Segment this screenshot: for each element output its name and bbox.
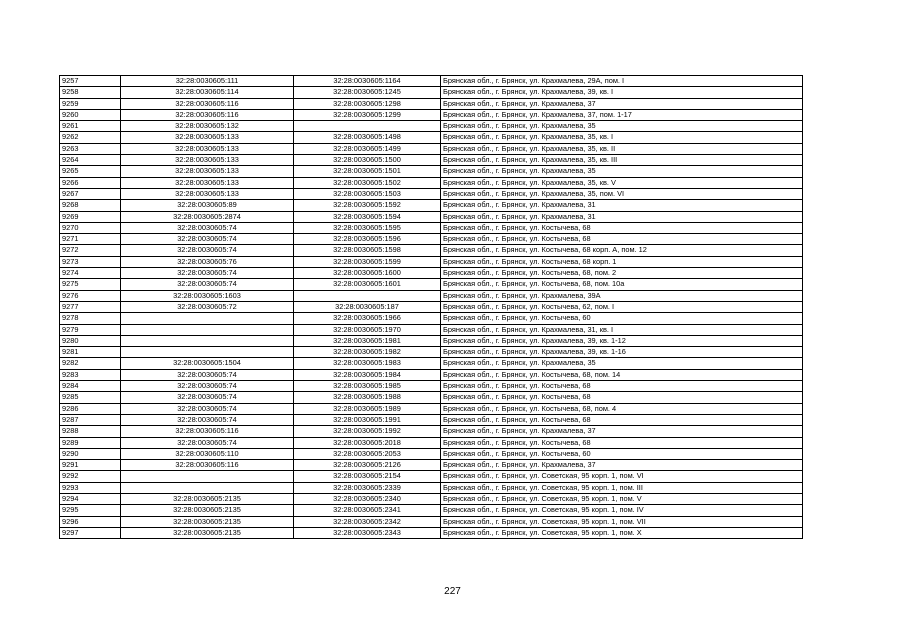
address-cell: Брянская обл., г. Брянск, ул. Крахмалева, 39, кв. 1-16: [441, 347, 803, 358]
address-cell: Брянская обл., г. Брянск, ул. Крахмалева, 39А: [441, 290, 803, 301]
row-number-cell: 9276: [60, 290, 121, 301]
address-cell: Брянская обл., г. Брянск, ул. Костычева, 68, пом. 10а: [441, 279, 803, 290]
parcel-cadastral-cell: 32:28:0030605:116: [121, 426, 294, 437]
table-row: [60, 132, 803, 143]
table-row: [60, 426, 803, 437]
table-row: [60, 414, 803, 425]
address-cell: Брянская обл., г. Брянск, ул. Крахмалева, 31: [441, 211, 803, 222]
object-cadastral-cell: [294, 121, 441, 132]
parcel-cadastral-cell: 32:28:0030605:133: [121, 155, 294, 166]
row-number-cell: 9285: [60, 392, 121, 403]
table-row: [60, 403, 803, 414]
parcel-cadastral-cell: 32:28:0030605:74: [121, 392, 294, 403]
table-row: [60, 256, 803, 267]
parcel-cadastral-cell: 32:28:0030605:74: [121, 245, 294, 256]
address-cell: Брянская обл., г. Брянск, ул. Костычева, 68 корп. А, пом. 12: [441, 245, 803, 256]
row-number-cell: 9284: [60, 381, 121, 392]
object-cadastral-cell: 32:28:0030605:1984: [294, 369, 441, 380]
table-row: [60, 268, 803, 279]
address-cell: Брянская обл., г. Брянск, ул. Советская, 95 корп. 1, пом. VII: [441, 516, 803, 527]
row-number-cell: 9291: [60, 460, 121, 471]
parcel-cadastral-cell: 32:28:0030605:116: [121, 109, 294, 120]
object-cadastral-cell: 32:28:0030605:1498: [294, 132, 441, 143]
parcel-cadastral-cell: [121, 482, 294, 493]
object-cadastral-cell: 32:28:0030605:187: [294, 301, 441, 312]
registry-table-container: [59, 75, 803, 539]
row-number-cell: 9278: [60, 313, 121, 324]
row-number-cell: 9283: [60, 369, 121, 380]
row-number-cell: 9266: [60, 177, 121, 188]
row-number-cell: 9297: [60, 527, 121, 538]
parcel-cadastral-cell: 32:28:0030605:114: [121, 87, 294, 98]
row-number-cell: 9277: [60, 301, 121, 312]
parcel-cadastral-cell: 32:28:0030605:74: [121, 268, 294, 279]
address-cell: Брянская обл., г. Брянск, ул. Костычева, 68 корп. 1: [441, 256, 803, 267]
table-row: [60, 369, 803, 380]
row-number-cell: 9261: [60, 121, 121, 132]
table-row: [60, 98, 803, 109]
parcel-cadastral-cell: 32:28:0030605:133: [121, 188, 294, 199]
object-cadastral-cell: 32:28:0030605:1596: [294, 234, 441, 245]
address-cell: Брянская обл., г. Брянск, ул. Советская, 95 корп. 1, пом. III: [441, 482, 803, 493]
address-cell: Брянская обл., г. Брянск, ул. Костычева, 68: [441, 234, 803, 245]
row-number-cell: 9279: [60, 324, 121, 335]
address-cell: Брянская обл., г. Брянск, ул. Крахмалева, 35, кв. I: [441, 132, 803, 143]
parcel-cadastral-cell: [121, 335, 294, 346]
address-cell: Брянская обл., г. Брянск, ул. Крахмалева, 35, кв. V: [441, 177, 803, 188]
table-row: [60, 121, 803, 132]
table-row: [60, 87, 803, 98]
table-row: [60, 516, 803, 527]
object-cadastral-cell: 32:28:0030605:2342: [294, 516, 441, 527]
object-cadastral-cell: 32:28:0030605:2018: [294, 437, 441, 448]
parcel-cadastral-cell: 32:28:0030605:133: [121, 177, 294, 188]
object-cadastral-cell: 32:28:0030605:1600: [294, 268, 441, 279]
object-cadastral-cell: 32:28:0030605:1989: [294, 403, 441, 414]
object-cadastral-cell: 32:28:0030605:1601: [294, 279, 441, 290]
address-cell: Брянская обл., г. Брянск, ул. Крахмалева, 35: [441, 166, 803, 177]
row-number-cell: 9275: [60, 279, 121, 290]
parcel-cadastral-cell: 32:28:0030605:89: [121, 200, 294, 211]
object-cadastral-cell: 32:28:0030605:2126: [294, 460, 441, 471]
table-row: [60, 347, 803, 358]
table-row: [60, 392, 803, 403]
table-row: [60, 313, 803, 324]
table-row: [60, 527, 803, 538]
parcel-cadastral-cell: [121, 347, 294, 358]
parcel-cadastral-cell: 32:28:0030605:2135: [121, 527, 294, 538]
address-cell: Брянская обл., г. Брянск, ул. Советская, 95 корп. 1, пом. VI: [441, 471, 803, 482]
table-row: [60, 234, 803, 245]
parcel-cadastral-cell: 32:28:0030605:74: [121, 414, 294, 425]
row-number-cell: 9289: [60, 437, 121, 448]
address-cell: Брянская обл., г. Брянск, ул. Крахмалева, 31, кв. I: [441, 324, 803, 335]
address-cell: Брянская обл., г. Брянск, ул. Крахмалева, 31: [441, 200, 803, 211]
row-number-cell: 9294: [60, 493, 121, 504]
address-cell: Брянская обл., г. Брянск, ул. Костычева, 62, пом. I: [441, 301, 803, 312]
row-number-cell: 9271: [60, 234, 121, 245]
address-cell: Брянская обл., г. Брянск, ул. Крахмалева, 35, кв. II: [441, 143, 803, 154]
table-row: [60, 448, 803, 459]
object-cadastral-cell: 32:28:0030605:1500: [294, 155, 441, 166]
object-cadastral-cell: 32:28:0030605:1499: [294, 143, 441, 154]
row-number-cell: 9264: [60, 155, 121, 166]
row-number-cell: 9281: [60, 347, 121, 358]
parcel-cadastral-cell: 32:28:0030605:74: [121, 222, 294, 233]
registry-table-body: [60, 76, 803, 539]
object-cadastral-cell: 32:28:0030605:1245: [294, 87, 441, 98]
row-number-cell: 9280: [60, 335, 121, 346]
object-cadastral-cell: [294, 290, 441, 301]
object-cadastral-cell: 32:28:0030605:1503: [294, 188, 441, 199]
parcel-cadastral-cell: 32:28:0030605:133: [121, 132, 294, 143]
row-number-cell: 9274: [60, 268, 121, 279]
row-number-cell: 9292: [60, 471, 121, 482]
address-cell: Брянская обл., г. Брянск, ул. Крахмалева, 37, пом. 1-17: [441, 109, 803, 120]
object-cadastral-cell: 32:28:0030605:1985: [294, 381, 441, 392]
table-row: [60, 222, 803, 233]
address-cell: Брянская обл., г. Брянск, ул. Советская, 95 корп. 1, пом. X: [441, 527, 803, 538]
object-cadastral-cell: 32:28:0030605:1983: [294, 358, 441, 369]
row-number-cell: 9263: [60, 143, 121, 154]
address-cell: Брянская обл., г. Брянск, ул. Костычева, 68: [441, 381, 803, 392]
row-number-cell: 9296: [60, 516, 121, 527]
parcel-cadastral-cell: [121, 313, 294, 324]
object-cadastral-cell: 32:28:0030605:1970: [294, 324, 441, 335]
parcel-cadastral-cell: 32:28:0030605:74: [121, 369, 294, 380]
address-cell: Брянская обл., г. Брянск, ул. Костычева, 60: [441, 313, 803, 324]
parcel-cadastral-cell: 32:28:0030605:74: [121, 381, 294, 392]
table-row: [60, 166, 803, 177]
address-cell: Брянская обл., г. Брянск, ул. Костычева, 68: [441, 222, 803, 233]
table-row: [60, 245, 803, 256]
address-cell: Брянская обл., г. Брянск, ул. Крахмалева, 35, пом. VI: [441, 188, 803, 199]
parcel-cadastral-cell: 32:28:0030605:116: [121, 98, 294, 109]
row-number-cell: 9257: [60, 76, 121, 87]
address-cell: Брянская обл., г. Брянск, ул. Советская, 95 корп. 1, пом. IV: [441, 505, 803, 516]
parcel-cadastral-cell: 32:28:0030605:2874: [121, 211, 294, 222]
address-cell: Брянская обл., г. Брянск, ул. Крахмалева, 37: [441, 98, 803, 109]
row-number-cell: 9268: [60, 200, 121, 211]
address-cell: Брянская обл., г. Брянск, ул. Костычева, 68: [441, 392, 803, 403]
table-row: [60, 324, 803, 335]
parcel-cadastral-cell: [121, 324, 294, 335]
object-cadastral-cell: 32:28:0030605:2340: [294, 493, 441, 504]
object-cadastral-cell: 32:28:0030605:1598: [294, 245, 441, 256]
table-row: [60, 335, 803, 346]
address-cell: Брянская обл., г. Брянск, ул. Крахмалева, 35: [441, 358, 803, 369]
parcel-cadastral-cell: 32:28:0030605:132: [121, 121, 294, 132]
object-cadastral-cell: 32:28:0030605:1966: [294, 313, 441, 324]
address-cell: Брянская обл., г. Брянск, ул. Крахмалева, 39, кв. I: [441, 87, 803, 98]
parcel-cadastral-cell: 32:28:0030605:111: [121, 76, 294, 87]
table-row: [60, 381, 803, 392]
address-cell: Брянская обл., г. Брянск, ул. Крахмалева, 35, кв. III: [441, 155, 803, 166]
row-number-cell: 9260: [60, 109, 121, 120]
table-row: [60, 200, 803, 211]
object-cadastral-cell: 32:28:0030605:1299: [294, 109, 441, 120]
address-cell: Брянская обл., г. Брянск, ул. Костычева, 68: [441, 414, 803, 425]
parcel-cadastral-cell: 32:28:0030605:110: [121, 448, 294, 459]
table-row: [60, 301, 803, 312]
parcel-cadastral-cell: 32:28:0030605:2135: [121, 516, 294, 527]
object-cadastral-cell: 32:28:0030605:1594: [294, 211, 441, 222]
parcel-cadastral-cell: 32:28:0030605:74: [121, 234, 294, 245]
address-cell: Брянская обл., г. Брянск, ул. Крахмалева, 39, кв. 1-12: [441, 335, 803, 346]
address-cell: Брянская обл., г. Брянск, ул. Крахмалева, 37: [441, 460, 803, 471]
parcel-cadastral-cell: 32:28:0030605:74: [121, 437, 294, 448]
parcel-cadastral-cell: 32:28:0030605:74: [121, 279, 294, 290]
parcel-cadastral-cell: 32:28:0030605:1603: [121, 290, 294, 301]
object-cadastral-cell: 32:28:0030605:2341: [294, 505, 441, 516]
parcel-cadastral-cell: 32:28:0030605:1504: [121, 358, 294, 369]
parcel-cadastral-cell: [121, 471, 294, 482]
object-cadastral-cell: 32:28:0030605:1592: [294, 200, 441, 211]
row-number-cell: 9282: [60, 358, 121, 369]
parcel-cadastral-cell: 32:28:0030605:133: [121, 143, 294, 154]
address-cell: Брянская обл., г. Брянск, ул. Костычева, 68, пом. 4: [441, 403, 803, 414]
object-cadastral-cell: 32:28:0030605:1595: [294, 222, 441, 233]
parcel-cadastral-cell: 32:28:0030605:116: [121, 460, 294, 471]
table-row: [60, 76, 803, 87]
table-row: [60, 188, 803, 199]
object-cadastral-cell: 32:28:0030605:1992: [294, 426, 441, 437]
parcel-cadastral-cell: 32:28:0030605:2135: [121, 493, 294, 504]
table-row: [60, 155, 803, 166]
object-cadastral-cell: 32:28:0030605:1502: [294, 177, 441, 188]
row-number-cell: 9267: [60, 188, 121, 199]
table-row: [60, 482, 803, 493]
page-number: 227: [444, 586, 461, 597]
table-row: [60, 290, 803, 301]
row-number-cell: 9273: [60, 256, 121, 267]
table-row: [60, 493, 803, 504]
row-number-cell: 9293: [60, 482, 121, 493]
registry-table: [59, 75, 803, 539]
address-cell: Брянская обл., г. Брянск, ул. Советская, 95 корп. 1, пом. V: [441, 493, 803, 504]
table-row: [60, 279, 803, 290]
row-number-cell: 9262: [60, 132, 121, 143]
object-cadastral-cell: 32:28:0030605:1988: [294, 392, 441, 403]
object-cadastral-cell: 32:28:0030605:1164: [294, 76, 441, 87]
row-number-cell: 9265: [60, 166, 121, 177]
object-cadastral-cell: 32:28:0030605:1298: [294, 98, 441, 109]
row-number-cell: 9295: [60, 505, 121, 516]
object-cadastral-cell: 32:28:0030605:1991: [294, 414, 441, 425]
row-number-cell: 9288: [60, 426, 121, 437]
parcel-cadastral-cell: 32:28:0030605:76: [121, 256, 294, 267]
parcel-cadastral-cell: 32:28:0030605:133: [121, 166, 294, 177]
parcel-cadastral-cell: 32:28:0030605:2135: [121, 505, 294, 516]
address-cell: Брянская обл., г. Брянск, ул. Крахмалева, 37: [441, 426, 803, 437]
row-number-cell: 9269: [60, 211, 121, 222]
address-cell: Брянская обл., г. Брянск, ул. Костычева, 68, пом. 2: [441, 268, 803, 279]
object-cadastral-cell: 32:28:0030605:2339: [294, 482, 441, 493]
address-cell: Брянская обл., г. Брянск, ул. Крахмалева, 29А, пом. I: [441, 76, 803, 87]
row-number-cell: 9287: [60, 414, 121, 425]
table-row: [60, 109, 803, 120]
object-cadastral-cell: 32:28:0030605:1501: [294, 166, 441, 177]
table-row: [60, 437, 803, 448]
object-cadastral-cell: 32:28:0030605:1982: [294, 347, 441, 358]
address-cell: Брянская обл., г. Брянск, ул. Костычева, 68: [441, 437, 803, 448]
row-number-cell: 9258: [60, 87, 121, 98]
table-row: [60, 358, 803, 369]
object-cadastral-cell: 32:28:0030605:1599: [294, 256, 441, 267]
row-number-cell: 9290: [60, 448, 121, 459]
table-row: [60, 177, 803, 188]
address-cell: Брянская обл., г. Брянск, ул. Костычева, 68, пом. 14: [441, 369, 803, 380]
object-cadastral-cell: 32:28:0030605:2154: [294, 471, 441, 482]
row-number-cell: 9270: [60, 222, 121, 233]
table-row: [60, 471, 803, 482]
table-row: [60, 460, 803, 471]
table-row: [60, 143, 803, 154]
address-cell: Брянская обл., г. Брянск, ул. Крахмалева, 35: [441, 121, 803, 132]
row-number-cell: 9272: [60, 245, 121, 256]
table-row: [60, 505, 803, 516]
row-number-cell: 9259: [60, 98, 121, 109]
parcel-cadastral-cell: 32:28:0030605:72: [121, 301, 294, 312]
parcel-cadastral-cell: 32:28:0030605:74: [121, 403, 294, 414]
object-cadastral-cell: 32:28:0030605:2053: [294, 448, 441, 459]
address-cell: Брянская обл., г. Брянск, ул. Костычева, 60: [441, 448, 803, 459]
object-cadastral-cell: 32:28:0030605:2343: [294, 527, 441, 538]
object-cadastral-cell: 32:28:0030605:1981: [294, 335, 441, 346]
row-number-cell: 9286: [60, 403, 121, 414]
table-row: [60, 211, 803, 222]
